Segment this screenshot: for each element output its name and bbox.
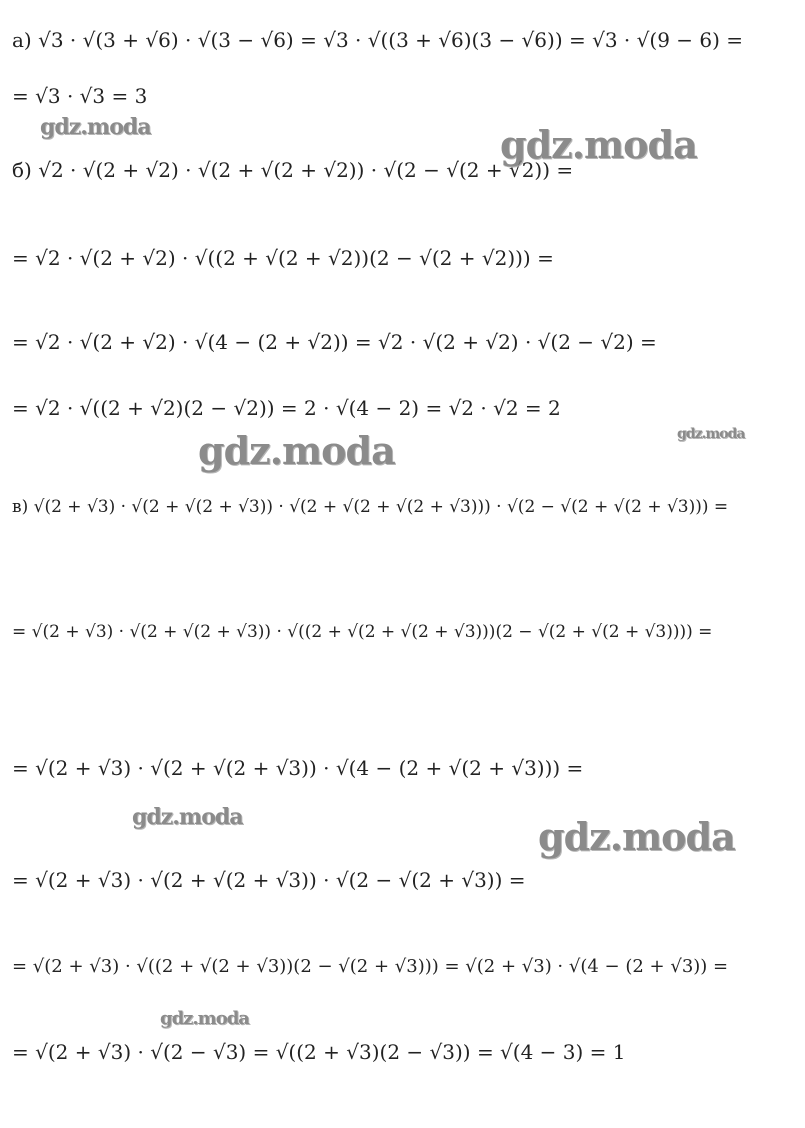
solution-line-b2: = √2 · √(2 + √2) · √((2 + √(2 + √2))(2 − √(2 + √2))) = (12, 246, 554, 270)
watermark: gdz.moda (677, 426, 745, 442)
solution-line-b1: б) √2 · √(2 + √2) · √(2 + √(2 + √2)) · √(2 − √(2 + √2)) = (12, 158, 574, 182)
watermark: gdz.moda (538, 814, 735, 859)
watermark: gdz.moda (160, 1008, 249, 1029)
solution-line-v3: = √(2 + √3) · √(2 + √(2 + √3)) · √(4 − (2 + √(2 + √3))) = (12, 756, 584, 780)
solution-line-v4: = √(2 + √3) · √(2 + √(2 + √3)) · √(2 − √(2 + √3)) = (12, 868, 526, 892)
solution-line-v6: = √(2 + √3) · √(2 − √3) = √((2 + √3)(2 − √3)) = √(4 − 3) = 1 (12, 1040, 626, 1064)
solution-line-a1: а) √3 · √(3 + √6) · √(3 − √6) = √3 · √((3 + √6)(3 − √6)) = √3 · √(9 − 6) = (12, 28, 744, 52)
solution-line-b4: = √2 · √((2 + √2)(2 − √2)) = 2 · √(4 − 2) = √2 · √2 = 2 (12, 396, 561, 420)
solution-line-b3: = √2 · √(2 + √2) · √(4 − (2 + √2)) = √2 · √(2 + √2) · √(2 − √2) = (12, 330, 657, 354)
watermark: gdz.moda (132, 804, 243, 830)
watermark: gdz.moda (40, 114, 151, 140)
solution-line-a2: = √3 · √3 = 3 (12, 84, 148, 108)
solution-line-v5: = √(2 + √3) · √((2 + √(2 + √3))(2 − √(2 + √3))) = √(2 + √3) · √(4 − (2 + √3)) = (12, 956, 729, 977)
solution-line-v2: = √(2 + √3) · √(2 + √(2 + √3)) · √((2 + √(2 + √(2 + √3)))(2 − √(2 + √(2 + √3)))) = (12, 622, 713, 642)
watermark: gdz.moda (500, 122, 697, 167)
watermark: gdz.moda (198, 428, 395, 473)
solution-line-v1: в) √(2 + √3) · √(2 + √(2 + √3)) · √(2 + √(2 + √(2 + √3))) · √(2 − √(2 + √(2 + √3))) = (12, 497, 729, 517)
